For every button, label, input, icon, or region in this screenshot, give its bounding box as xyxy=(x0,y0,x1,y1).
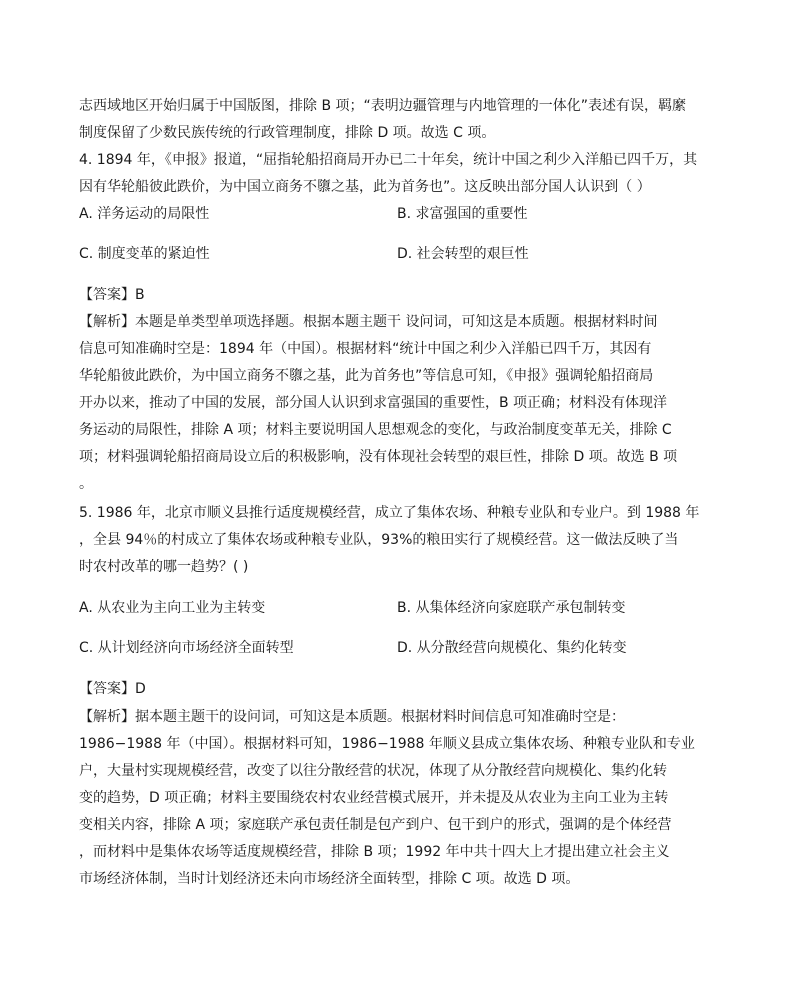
q4-option-b: B. 求富强国的重要性 xyxy=(397,206,528,222)
intro-line-2: 制度保留了少数民族传统的行政管理制度，排除 D 项。故选 C 项。 xyxy=(79,125,496,141)
q5-option-d: D. 从分散经营向规模化、集约化转变 xyxy=(397,640,627,656)
q5-option-c: C. 从计划经济向市场经济全面转型 xyxy=(79,640,294,656)
intro-line-1: 志西域地区开始归属于中国版图，排除 B 项；“表明边疆管理与内地管理的一体化”表述有误，羁縻 xyxy=(79,98,687,114)
q5-option-a: A. 从农业为主向工业为主转变 xyxy=(79,600,266,616)
q5-analysis-line-3: 户，大量村实现规模经营，改变了以往分散经营的状况，体现了从分散经营向规模化、集约化转 xyxy=(79,763,667,779)
q5-stem-line-2: ，全县 94％的村成立了集体农场或种粮专业队，93%的粮田实行了规模经营。这一做法反映了当 xyxy=(79,532,679,548)
q4-answer: 【答案】B xyxy=(79,287,145,303)
q4-stem-line-1: 4. 1894 年，《申报》报道，“屈指轮船招商局开办已二十年矣，统计中国之利少入洋船已四千万，其 xyxy=(79,152,698,168)
q4-stem-line-2: 因有华轮船彼此跌价，为中国立商务不隳之基，此为首务也”。这反映出部分国人认识到（ ） xyxy=(79,179,651,195)
q4-analysis-line-7: 。 xyxy=(79,476,93,492)
q4-analysis-line-2: 信息可知准确时空是：1894 年（中国）。根据材料“统计中国之利少入洋船已四千万，其因有 xyxy=(79,341,652,357)
q4-option-a: A. 洋务运动的局限性 xyxy=(79,206,210,222)
q5-analysis-line-4: 变的趋势，D 项正确；材料主要围绕农村农业经营模式展开，并未提及从农业为主向工业为主转 xyxy=(79,790,669,806)
q5-stem-line-3: 时农村改革的哪一趋势？( ) xyxy=(79,559,249,575)
q4-analysis-line-1: 【解析】本题是单类型单项选择题。根据本题主题干 设问词，可知这是本质题。根据材料时间 xyxy=(79,314,658,330)
q5-analysis-line-2: 1986−1988 年（中国）。根据材料可知，1986−1988 年顺义县成立集体农场、种粮专业队和专业 xyxy=(79,736,695,752)
q5-analysis-line-1: 【解析】据本题主题干的设问词，可知这是本质题。根据材料时间信息可知准确时空是： xyxy=(79,709,625,725)
q5-answer: 【答案】D xyxy=(79,681,146,697)
q4-analysis-line-3: 华轮船彼此跌价，为中国立商务不隳之基，此为首务也”等信息可知，《申报》强调轮船招商局 xyxy=(79,368,654,384)
q4-analysis-line-4: 开办以来，推动了中国的发展，部分国人认识到求富强国的重要性，B 项正确；材料没有体现洋 xyxy=(79,395,668,411)
q5-stem-line-1: 5. 1986 年，北京市顺义县推行适度规模经营，成立了集体农场、种粮专业队和专业户。到 1988 年 xyxy=(79,505,700,521)
q5-option-b: B. 从集体经济向家庭联产承包制转变 xyxy=(397,600,626,616)
q4-option-c: C. 制度变革的紧迫性 xyxy=(79,246,210,262)
q5-analysis-line-5: 变相关内容，排除 A 项；家庭联产承包责任制是包产到户、包干到户的形式，强调的是个体经营 xyxy=(79,817,672,833)
q5-analysis-line-7: 市场经济体制，当时计划经济还未向市场经济全面转型，排除 C 项。故选 D 项。 xyxy=(79,871,580,887)
q4-option-d: D. 社会转型的艰巨性 xyxy=(397,246,529,262)
q5-analysis-line-6: ，而材料中是集体农场等适度规模经营，排除 B 项；1992 年中共十四大上才提出建立社会主义 xyxy=(79,844,670,860)
q4-analysis-line-6: 项；材料强调轮船招商局设立后的积极影响，没有体现社会转型的艰巨性，排除 D 项。故选 B 项 xyxy=(79,449,678,465)
q4-analysis-line-5: 务运动的局限性，排除 A 项；材料主要说明国人思想观念的变化，与政治制度变革无关，排除 C xyxy=(79,422,672,438)
